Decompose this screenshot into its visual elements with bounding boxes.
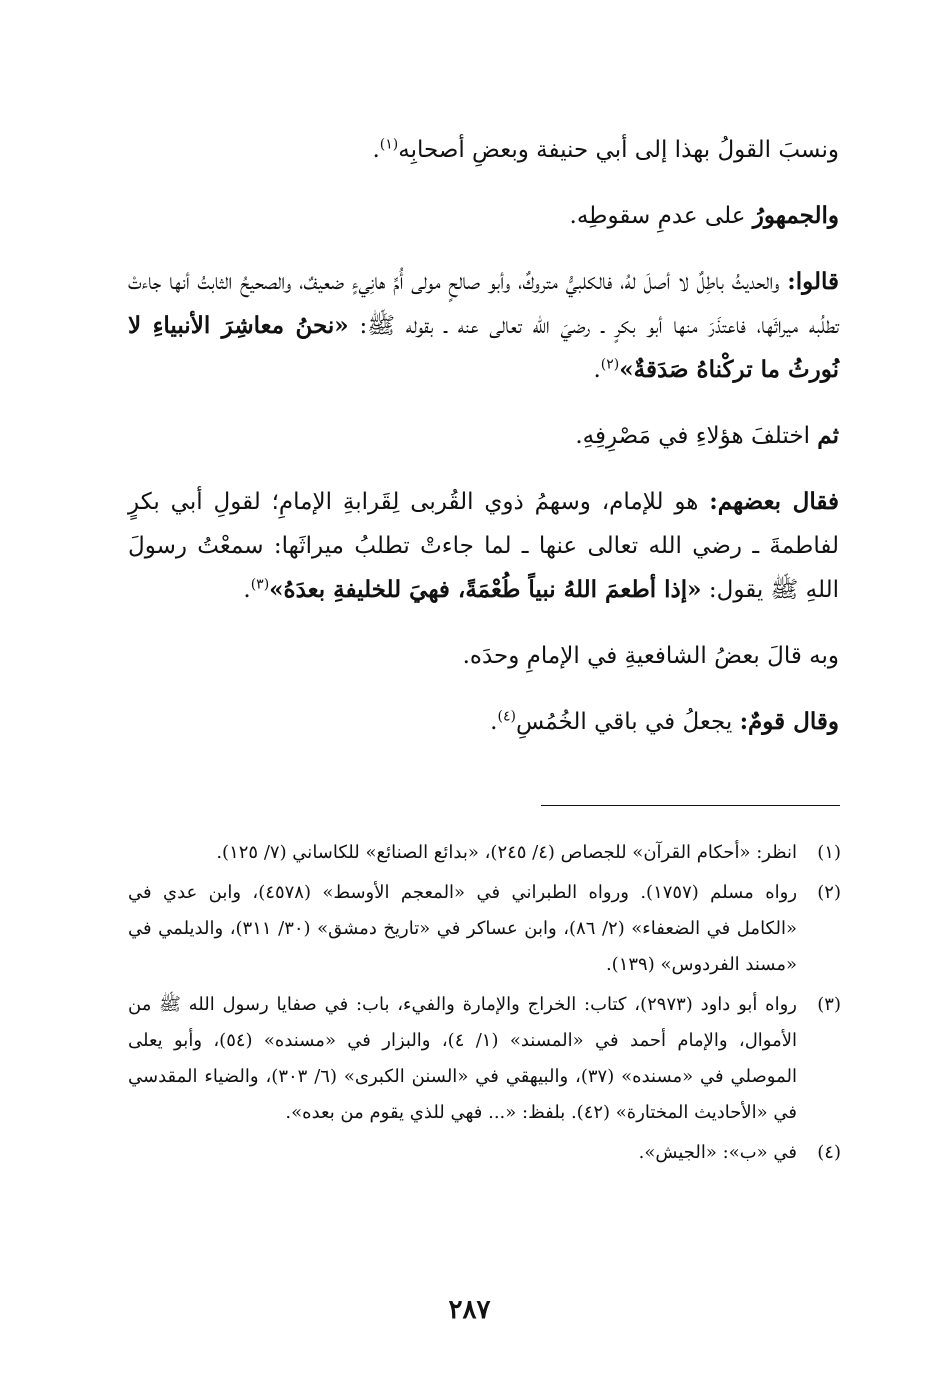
paragraph-3 [128,260,839,392]
footnote-number: (٢) [817,882,841,903]
footnotes [128,835,841,1175]
footnote-ref-4[interactable]: (٤) [497,708,516,725]
paragraph-text: والحديثُ باطِلٌ لا أصلَ لهُ، فالكلبيُّ متروكٌ، وأبو صالحٍ مولى أُمِّ هانِيءٍ ضعيفٌ، والصحيحُ الثابتُ أنها جاءتْ تطلُبه ميراثَها، فاعتذَرَ منها أبو بكرٍ ـ رضيَ الله تعالى عنه ـ بقوله ﷺ: [128,269,839,339]
footnote-ref-3[interactable]: (٣) [250,576,270,593]
paragraph-lead: والجمهورُ [752,202,839,229]
footnote-text: انظر: «أحكام القرآن» للجصاص (٤/ ٢٤٥)، «بدائع الصنائع» للكاساني (٧/ ١٢٥). [216,842,797,863]
paragraph-6 [128,634,839,678]
paragraph-7 [128,700,839,744]
footnote-1 [128,835,841,871]
sentence-end: . [243,577,251,603]
footnote-text: رواه مسلم (١٧٥٧). ورواه الطبراني في «المعجم الأوسط» (٤٥٧٨)، وابن عدي في «الكامل في الضعفاء» (٢/ ٨٦)، وابن عساكر في «تاريخ دمشق» (٣٠/ ٣١١)، والديلمي في «مسند الفردوس» (١٣٩). [128,882,798,975]
footnote-ref-1[interactable]: (١) [379,136,399,153]
footnote-2 [128,875,841,983]
paragraph-lead: فقال بعضهم: [709,488,839,515]
page-number: ٢٨٧ [448,1295,491,1325]
paragraph-text: وبه قالَ بعضُ الشافعيةِ في الإمامِ وحدَه. [462,643,839,669]
footnote-number: (٤) [817,1142,841,1163]
footnote-number: (٣) [817,994,841,1015]
sentence-end: . [372,137,380,163]
paragraph-text: يجعلُ في باقي الخُمُسِ [515,709,740,735]
paragraph-lead: قالوا: [787,268,839,295]
footnote-4 [128,1135,841,1171]
hadith-quote: «إذا أطعمَ اللهُ نبياً طُعْمَةً، فهيَ للخليفةِ بعدَهُ» [269,576,702,603]
sentence-end: . [593,357,601,383]
footnote-text: رواه أبو داود (٢٩٧٣)، كتاب: الخراج والإمارة والفيء، باب: في صفايا رسول الله ﷺ من الأموال، والإمام أحمد في «المسند» (١/ ٤)، والبزار في «مسنده» (٥٤)، وأبو يعلى الموصلي في «مسنده» (٣٧)، والبيهقي في «السنن الكبرى» (٦/ ٣٠٣)، والضياء المقدسي في «الأحاديث المختارة» (٤٢). بلفظ: «... فهي للذي يقوم من بعده». [128,994,797,1123]
paragraph-text: هو للإمام، وسهمُ ذوي القُربى لِقَرابةِ الإمامِ؛ لقولِ أبي بكرٍ لفاطمةَ ـ رضي الله تعالى عنها ـ لما جاءتْ تطلبُ ميراثَها: سمعْتُ رسولَ اللهِ ﷺ يقول: [128,489,839,603]
paragraph-lead: وقال قومٌ: [739,708,839,735]
footnote-number: (١) [817,842,841,863]
footnote-3 [128,987,841,1131]
paragraph-lead: ثم [817,422,839,449]
paragraph-5 [128,480,839,612]
footnote-ref-2[interactable]: (٢) [600,356,620,373]
paragraph-text: على عدمِ سقوطِه. [569,203,753,229]
sentence-end: . [490,709,498,735]
paragraph-1 [128,128,839,172]
hadith-quote: «نحنُ معاشِرَ الأنبياءِ لا نُورثُ ما تركْناهُ صَدَقةٌ» [128,312,839,383]
paragraph-text: اختلفَ هؤلاءِ في مَصْرِفِهِ. [575,423,818,449]
paragraph-2 [128,194,839,238]
paragraph-4 [128,414,839,458]
footnote-text: في «ب»: «الجيش». [638,1142,797,1163]
footnote-divider [541,805,840,806]
main-text [128,128,839,766]
paragraph-text: ونسبَ القولُ بهذا إلى أبي حنيفة وبعضِ أصحابِه [398,137,839,163]
